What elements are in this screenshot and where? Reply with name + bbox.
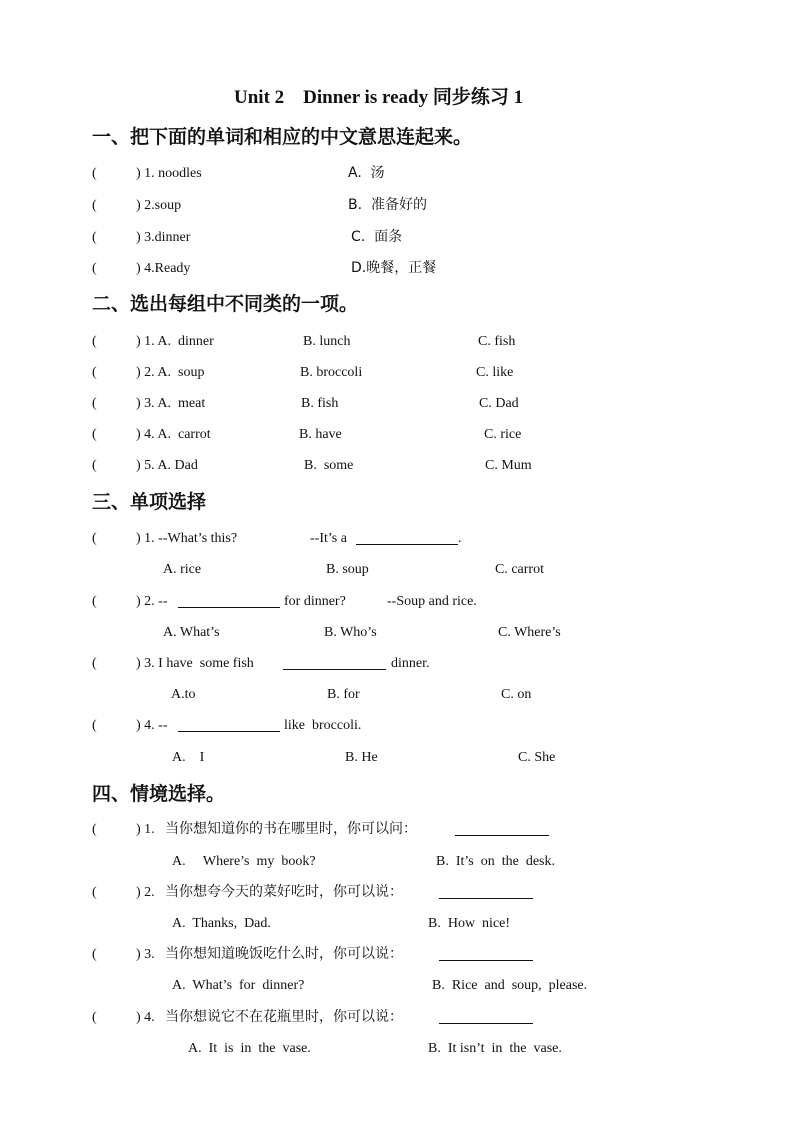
answer-blank[interactable]	[178, 595, 280, 608]
answer-paren[interactable]: (	[92, 198, 97, 213]
question-text: .	[458, 531, 462, 546]
question-number: ) 4.	[136, 1010, 155, 1025]
answer-blank[interactable]	[283, 657, 386, 670]
question-option-a: ) 3. A. meat	[136, 396, 206, 411]
option-b: B. Who’s	[324, 625, 377, 640]
question-number: ) 4.Ready	[136, 261, 191, 276]
section-4-heading: 四、情境选择。	[92, 783, 226, 805]
option-b: B. lunch	[303, 334, 351, 349]
question-text: ) 1. --What’s this?	[136, 531, 238, 546]
answer-paren[interactable]: (	[92, 656, 97, 671]
answer-paren[interactable]: (	[92, 230, 97, 245]
question-number: ) 2.soup	[136, 198, 182, 213]
page-title: Unit 2 Dinner is ready 同步练习 1	[234, 87, 524, 108]
option-c: C. on	[501, 687, 532, 702]
question-text: 当你想说它不在花瓶里时，你可以说：	[165, 1009, 403, 1025]
option-c: C. like	[476, 365, 514, 380]
option-b: B. some	[304, 458, 354, 473]
question-number: ) 1.	[136, 822, 155, 837]
option-b: B. How nice!	[428, 916, 511, 931]
question-number: ) 3.dinner	[136, 230, 191, 245]
option-c: C. rice	[484, 427, 522, 442]
option-b: B. soup	[326, 562, 369, 577]
option-b: B. have	[299, 427, 342, 442]
answer-paren[interactable]: (	[92, 594, 97, 609]
question-text: --Soup and rice.	[387, 594, 477, 609]
question-number: ) 1. noodles	[136, 166, 202, 181]
option-b: B. fish	[301, 396, 339, 411]
section-2-heading: 二、选出每组中不同类的一项。	[92, 293, 359, 315]
option-b: B. He	[345, 750, 378, 765]
answer-blank[interactable]	[439, 886, 533, 899]
option-a: A. I	[172, 750, 205, 765]
answer-paren[interactable]: (	[92, 947, 97, 962]
answer-paren[interactable]: (	[92, 396, 97, 411]
answer-paren[interactable]: (	[92, 334, 97, 349]
option-a: A. What’s	[163, 625, 220, 640]
option-a: A. What’s for dinner?	[172, 978, 305, 993]
question-option-a: ) 2. A. soup	[136, 365, 205, 380]
option-a: A. Thanks, Dad.	[172, 916, 271, 931]
option-a: A. Where’s my book?	[172, 854, 316, 869]
question-text: 当你想知道晚饭吃什么时，你可以说：	[165, 946, 403, 962]
question-text: ) 3. I have some fish	[136, 656, 254, 671]
answer-blank[interactable]	[455, 823, 549, 836]
question-text: like broccoli.	[284, 718, 362, 733]
section-3-heading: 三、单项选择	[92, 491, 207, 513]
option-c: C. fish	[478, 334, 516, 349]
option-b: B. It’s on the desk.	[436, 854, 555, 869]
option-c: C. Where’s	[498, 625, 561, 640]
answer-paren[interactable]: (	[92, 166, 97, 181]
answer-paren[interactable]: (	[92, 261, 97, 276]
option-b: B. broccoli	[300, 365, 363, 380]
answer-paren[interactable]: (	[92, 1010, 97, 1025]
answer-paren[interactable]: (	[92, 822, 97, 837]
option-c: C. carrot	[495, 562, 544, 577]
answer-paren[interactable]: (	[92, 458, 97, 473]
option-a: A. rice	[163, 562, 202, 577]
option-a: A.to	[171, 687, 196, 702]
question-option-a: ) 4. A. carrot	[136, 427, 211, 442]
question-number: ) 2.	[136, 885, 155, 900]
answer-paren[interactable]: (	[92, 427, 97, 442]
answer-blank[interactable]	[356, 532, 458, 545]
question-option-a: ) 5. A. Dad	[136, 458, 198, 473]
question-text: ) 2. --	[136, 594, 168, 609]
answer-paren[interactable]: (	[92, 365, 97, 380]
option-text: B. 准备好的	[348, 197, 427, 213]
question-option-a: ) 1. A. dinner	[136, 334, 214, 349]
question-text: 当你想夸今天的菜好吃时，你可以说：	[165, 884, 403, 900]
question-text: --It’s a	[310, 531, 347, 546]
option-b: B. Rice and soup, please.	[432, 978, 588, 993]
section-1-heading: 一、把下面的单词和相应的中文意思连起来。	[92, 126, 473, 148]
answer-paren[interactable]: (	[92, 718, 97, 733]
question-number: ) 3.	[136, 947, 155, 962]
answer-blank[interactable]	[439, 948, 533, 961]
question-text: ) 4. --	[136, 718, 168, 733]
option-text: A. 汤	[348, 165, 385, 181]
question-text: for dinner?	[284, 594, 346, 609]
option-b: B. for	[327, 687, 360, 702]
answer-blank[interactable]	[178, 719, 280, 732]
answer-paren[interactable]: (	[92, 531, 97, 546]
option-c: C. Mum	[485, 458, 532, 473]
option-b: B. It isn’t in the vase.	[428, 1041, 562, 1056]
option-a: A. It is in the vase.	[188, 1041, 311, 1056]
option-text: C. 面条	[351, 229, 403, 245]
question-text: 当你想知道你的书在哪里时，你可以问：	[165, 821, 417, 837]
option-c: C. Dad	[479, 396, 519, 411]
answer-paren[interactable]: (	[92, 885, 97, 900]
question-text: dinner.	[391, 656, 430, 671]
option-text: D.晚餐，正餐	[351, 260, 437, 276]
option-c: C. She	[518, 750, 556, 765]
answer-blank[interactable]	[439, 1011, 533, 1024]
